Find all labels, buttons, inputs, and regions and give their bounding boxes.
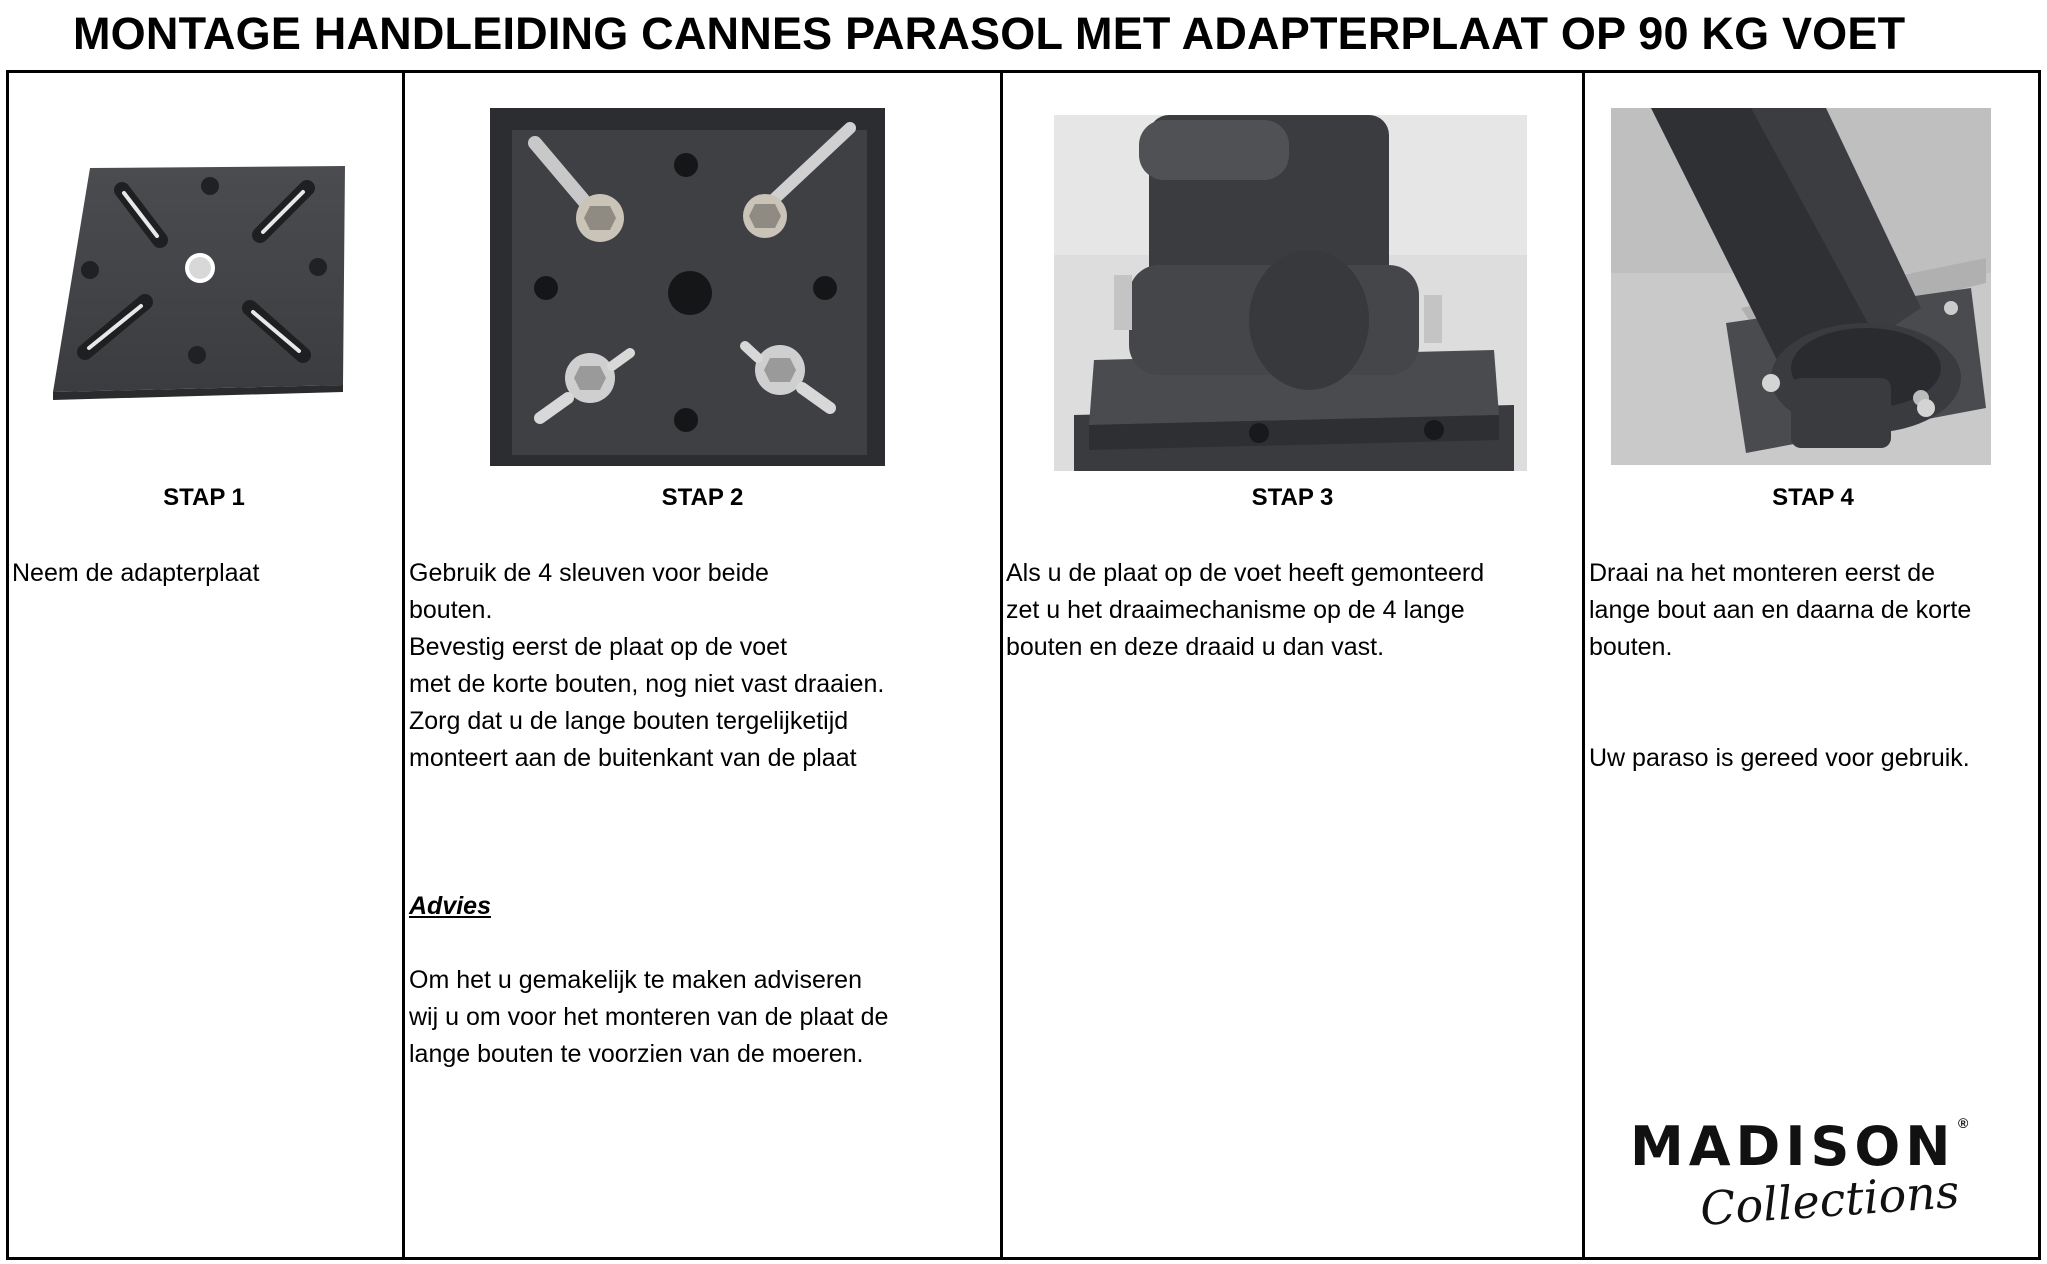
step1-text: [12, 555, 259, 592]
text-line: Als u de plaat op de voet heeft gemonteerd: [1006, 559, 1485, 587]
text-line: met de korte bouten, nog niet vast draaien.: [409, 670, 885, 698]
text-line: [409, 925, 888, 962]
logo-sub-text: Collections: [1698, 1164, 1962, 1236]
text-line: Uw paraso is gereed voor gebruik.: [1589, 744, 1970, 772]
text-line: Draai na het monteren eerst de: [1589, 559, 1936, 587]
advice-title: Advies: [409, 892, 491, 920]
text-line: bouten.: [409, 596, 493, 624]
column-divider: [1000, 70, 1003, 1260]
text-line: [1589, 666, 1971, 703]
document-title: MONTAGE HANDLEIDING CANNES PARASOL MET ADAPTERPLAAT OP 90 KG VOET: [73, 8, 1906, 59]
step2-label: STAP 2: [661, 484, 744, 511]
madison-collections-logo: [1625, 1115, 1985, 1235]
step1-label: STAP 1: [163, 484, 245, 511]
text-line: Neem de adapterplaat: [12, 559, 260, 587]
text-line: [1589, 703, 1971, 740]
text-line: zet u het draaimechanisme op de 4 lange: [1006, 596, 1465, 624]
text-line: lange bout aan en daarna de korte: [1589, 596, 1972, 624]
logo-main-text: MADISON: [1630, 1115, 1956, 1178]
column-divider: [402, 70, 405, 1260]
text-line: wij u om voor het monteren van de plaat de: [409, 1003, 889, 1031]
step4-label: STAP 4: [1772, 484, 1854, 511]
text-line: Om het u gemakelijk te maken adviseren: [409, 966, 862, 994]
text-line: Zorg dat u de lange bouten tergelijketijd: [409, 707, 849, 735]
text-line: bouten.: [1589, 633, 1673, 661]
step3-text: [1006, 555, 1484, 666]
step2-advice: [409, 888, 888, 1073]
registered-mark: ®: [1958, 1115, 1969, 1131]
text-line: Gebruik de 4 sleuven voor beide: [409, 559, 769, 587]
step2-text: [409, 555, 884, 777]
step3-photo-mechanism-on-plate: [1054, 115, 1527, 471]
column-divider: [1582, 70, 1585, 1260]
step4-text: [1589, 555, 1971, 777]
step4-photo-mounted-parasol: [1611, 108, 1991, 465]
text-line: Bevestig eerst de plaat op de voet: [409, 633, 788, 661]
text-line: monteert aan de buitenkant van de plaat: [409, 744, 857, 772]
step1-photo-adapter-plate: [45, 160, 355, 400]
text-line: lange bouten te voorzien van de moeren.: [409, 1040, 864, 1068]
step2-photo-plate-with-bolts: [490, 108, 885, 466]
text-line: bouten en deze draaid u dan vast.: [1006, 633, 1385, 661]
step3-label: STAP 3: [1251, 484, 1334, 511]
